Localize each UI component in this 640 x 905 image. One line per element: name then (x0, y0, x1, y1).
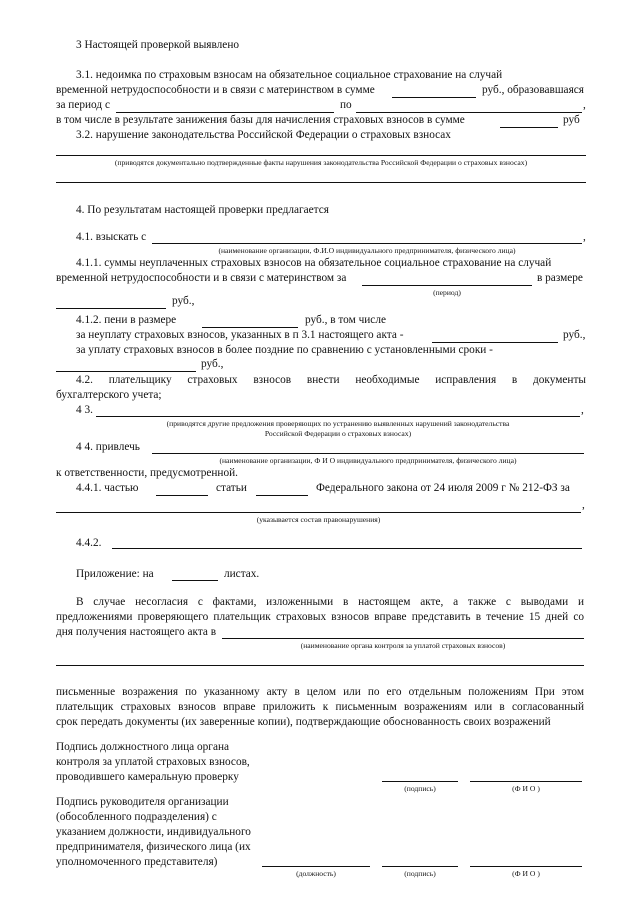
penalty-late-payment-field[interactable] (56, 371, 196, 372)
note-control-body: (наименование органа контроля за уплатой страховых взносов) (300, 641, 506, 650)
disagree-line-1: В случае несогласия с фактами, изложенными в настоящем акте, а также с выводами и (76, 596, 584, 608)
note-org-1: (наименование организации, Ф.И.О индивидуального предпринимателя, физического лица) (218, 246, 516, 255)
period-to-field[interactable] (356, 112, 582, 113)
head-signature-line-4: предпринимателя, физического лица (их (56, 841, 251, 853)
head-fio-field[interactable] (470, 866, 582, 867)
official-signature-line-2: контроля за уплатой страховых взносов, (56, 756, 250, 768)
item-3-1-line-4: в том числе в результате занижения базы для начисления страховых взносов в сумме (56, 114, 465, 126)
section-4-heading: 4. По результатам настоящей проверки предлагается (76, 204, 329, 216)
item-4-3: 4 3. (76, 404, 93, 416)
item-3-2: 3.2. нарушение законодательства Российской Федерации о страховых взносах (76, 129, 451, 141)
item-4-4: 4 4. привлечь (76, 441, 140, 453)
disagree-line-3: дня получения настоящего акта в (56, 626, 217, 638)
note-proposals-2: Российской Федерации о страховых взносах) (264, 429, 412, 438)
item-4-1-2-line-3: за уплату страховых взносов в более поздние по сравнению с установленными сроки - (76, 344, 493, 356)
head-signature-line-3: указанием должности, индивидуального (56, 826, 251, 838)
other-proposals-field[interactable] (96, 416, 580, 417)
arrears-amount-field[interactable] (392, 97, 476, 98)
item-3-1-line-2: временной нетрудоспособности и в связи с материнством в сумме (56, 84, 375, 96)
item-4-1-2-line-2: за неуплату страховых взносов, указанных в п 3.1 настоящего акта - (76, 329, 404, 341)
law-part-field[interactable] (156, 495, 208, 496)
offense-field[interactable] (56, 512, 581, 513)
item-4-4-responsibility: к ответственности, предусмотренной. (56, 467, 238, 479)
period-from-field[interactable] (116, 112, 334, 113)
head-signature-line-1: Подпись руководителя организации (56, 796, 229, 808)
official-signature-line-1: Подпись должностного лица органа (56, 741, 230, 753)
item-4-1-2-incl: руб., в том числе (305, 314, 386, 326)
unpaid-contributions-amount-field[interactable] (56, 308, 166, 309)
item-4-4-1-law: Федерального закона от 24 июля 2009 г № 212-ФЗ за (316, 482, 570, 494)
law-article-field[interactable] (256, 495, 308, 496)
official-fio-caption: (Ф И О ) (512, 784, 540, 793)
head-signature-line-5: уполномоченного представителя) (56, 856, 218, 868)
official-fio-field[interactable] (470, 781, 582, 782)
item-4-4-1-part: 4.4.1. частью (76, 482, 139, 494)
control-body-field[interactable] (222, 638, 584, 639)
note-period: (период) (433, 288, 461, 297)
head-signature-field[interactable] (382, 866, 458, 867)
item-4-1-2-line-1: 4.1.2. пени в размере (76, 314, 177, 326)
item-3-1-rub-2: руб (563, 114, 580, 126)
item-4-1-1-line-2: временной нетрудоспособности и в связи с материнством за (56, 272, 347, 284)
item-4-4-2-field[interactable] (112, 548, 582, 549)
attachment-sheets-field[interactable] (172, 580, 218, 581)
disagree-line-5: плательщик страховых взносов вправе приложить к письменным возражениям или в согласованный (56, 701, 584, 713)
head-signature-line-2: (обособленного подразделения) с (56, 811, 217, 823)
note-violations: (приводятся документально подтвержденные факты нарушения законодательства Российской Федерации о страховых взносах) (114, 158, 528, 167)
control-body-field-2[interactable] (56, 665, 584, 666)
official-signature-line-3: проводившего камеральную проверку (56, 771, 239, 783)
head-position-caption: (должность) (296, 869, 336, 878)
note-proposals-1: (приводятся другие предложения проверяющих по устранению выявленных нарушений законодательства (166, 419, 510, 428)
violations-field-1[interactable] (56, 155, 586, 156)
item-4-2-line-2: бухгалтерского учета; (56, 389, 162, 401)
item-4-2-line-1: 4.2. плательщику страховых взносов внести необходимые исправления в документы (76, 374, 586, 386)
item-4-1-2-rub-2: руб., (201, 358, 224, 370)
item-3-1-line-1: 3.1. недоимка по страховым взносам на обязательное социальное страхование на случай (76, 69, 503, 81)
penalty-nonpayment-field[interactable] (432, 342, 558, 343)
disagree-line-2: предложениями проверяющего плательщик страховых взносов вправе представить в течение 15 дней со (56, 611, 584, 623)
item-4-1-1-size: в размере (537, 272, 583, 284)
official-signature-caption: (подпись) (404, 784, 436, 793)
head-signature-caption: (подпись) (404, 869, 436, 878)
section-3-heading: 3 Настоящей проверкой выявлено (76, 39, 240, 51)
item-4-1-1-line-1: 4.1.1. суммы неуплаченных страховых взносов на обязательное социальное страхование на случай (76, 257, 552, 269)
attachment-label: Приложение: на (76, 568, 154, 580)
bring-to-responsibility-field[interactable] (152, 453, 584, 454)
item-4-1-1-rub: руб., (172, 295, 195, 307)
disagree-line-6: срок передать документы (их заверенные копии), подтверждающие обоснованность своих возражений (56, 716, 551, 728)
item-4-4-1-article: статьи (216, 482, 247, 494)
period-to-label: по (340, 99, 352, 111)
item-4-4-2: 4.4.2. (76, 537, 102, 549)
head-position-field[interactable] (262, 866, 370, 867)
official-signature-field[interactable] (382, 781, 458, 782)
disagree-line-4: письменные возражения по указанному акту в целом или по его отдельным положениям При этом (56, 686, 584, 698)
violations-field-2[interactable] (56, 182, 586, 183)
collect-from-field[interactable] (152, 243, 582, 244)
period-from-label: за период с (56, 99, 110, 111)
item-4-1-2-rub-1: руб., (563, 329, 586, 341)
attachment-sheets-label: листах. (224, 568, 260, 580)
item-4-1: 4.1. взыскать с (76, 231, 147, 243)
note-org-2: (наименование организации, Ф И О индивидуального предпринимателя, физического лица) (219, 456, 517, 465)
note-offense: (указывается состав правонарушения) (256, 515, 381, 524)
item-3-1-rub: руб., образовавшаяся (482, 84, 584, 96)
understated-base-field[interactable] (500, 127, 558, 128)
head-fio-caption: (Ф И О ) (512, 869, 540, 878)
period-field[interactable] (362, 285, 532, 286)
penalty-amount-field[interactable] (202, 327, 298, 328)
